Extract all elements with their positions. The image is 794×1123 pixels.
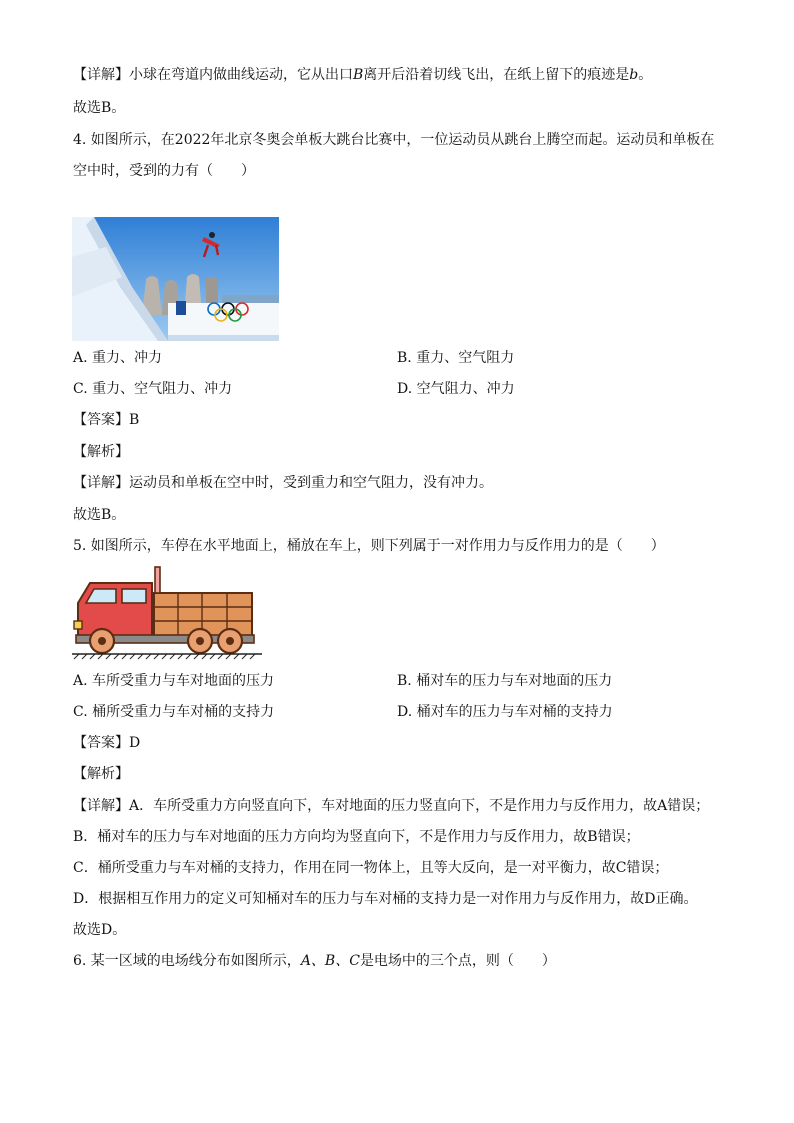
q4-option-a: A. 重力、冲力 — [73, 350, 163, 366]
q5-stem: 5. 如图所示，车停在水平地面上，桶放在车上，则下列属于一对作用力与反作用力的是（ ） — [73, 538, 665, 554]
q4-option-b: B. 重力、空气阻力 — [397, 350, 515, 366]
q4-option-c: C. 重力、空气阻力、冲力 — [73, 381, 233, 397]
q5-detail-line2: B．桶对车的压力与车对地面的压力方向均为竖直向下，不是作用力与反作用力，故B错误； — [73, 829, 640, 845]
q5-option-a: A. 车所受重力与车对地面的压力 — [73, 673, 275, 689]
q5-option-d: D. 桶对车的压力与车对桶的支持力 — [397, 704, 613, 720]
q4-snowboard-photo — [72, 217, 279, 341]
q5-analysis: 【解析】 — [73, 766, 129, 782]
q4-detail: 【详解】运动员和单板在空中时，受到重力和空气阻力，没有冲力。 — [73, 475, 493, 491]
q6-stem: 6. 某一区域的电场线分布如图所示，A、B、C是电场中的三个点，则（ ） — [73, 953, 556, 969]
truck-illustration — [72, 563, 262, 660]
q4-stem-line2: 空中时，受到的力有（ ） — [73, 163, 255, 179]
q5-truck-figure — [72, 563, 262, 660]
q4-stem-line1: 4. 如图所示，在2022年北京冬奥会单板大跳台比赛中，一位运动员从跳台上腾空而起。运动员和单板在 — [73, 132, 715, 148]
q5-detail-line3: C．桶所受重力与车对桶的支持力，作用在同一物体上，且等大反向，是一对平衡力，故C错误； — [73, 860, 669, 876]
q5-detail-line1: 【详解】A．车所受重力方向竖直向下，车对地面的压力竖直向下，不是作用力与反作用力，故A错误； — [73, 798, 710, 814]
q5-detail-line4: D．根据相互作用力的定义可知桶对车的压力与车对桶的支持力是一对作用力与反作用力，故D正确。 — [73, 891, 698, 907]
q4-answer: 【答案】B — [73, 412, 140, 428]
q5-option-b: B. 桶对车的压力与车对地面的压力 — [397, 673, 613, 689]
q4-option-d: D. 空气阻力、冲力 — [397, 381, 515, 397]
q5-answer: 【答案】D — [73, 735, 141, 751]
snowboard-jump-illustration — [72, 217, 279, 341]
q3-detail: 【详解】小球在弯道内做曲线运动，它从出口B离开后沿着切线飞出，在纸上留下的痕迹是b。 — [73, 67, 653, 83]
q4-analysis: 【解析】 — [73, 444, 129, 460]
q4-choice: 故选B。 — [73, 507, 126, 523]
q5-choice: 故选D。 — [73, 922, 127, 938]
q5-option-c: C. 桶所受重力与车对桶的支持力 — [73, 704, 275, 720]
q3-choice: 故选B。 — [73, 100, 126, 116]
